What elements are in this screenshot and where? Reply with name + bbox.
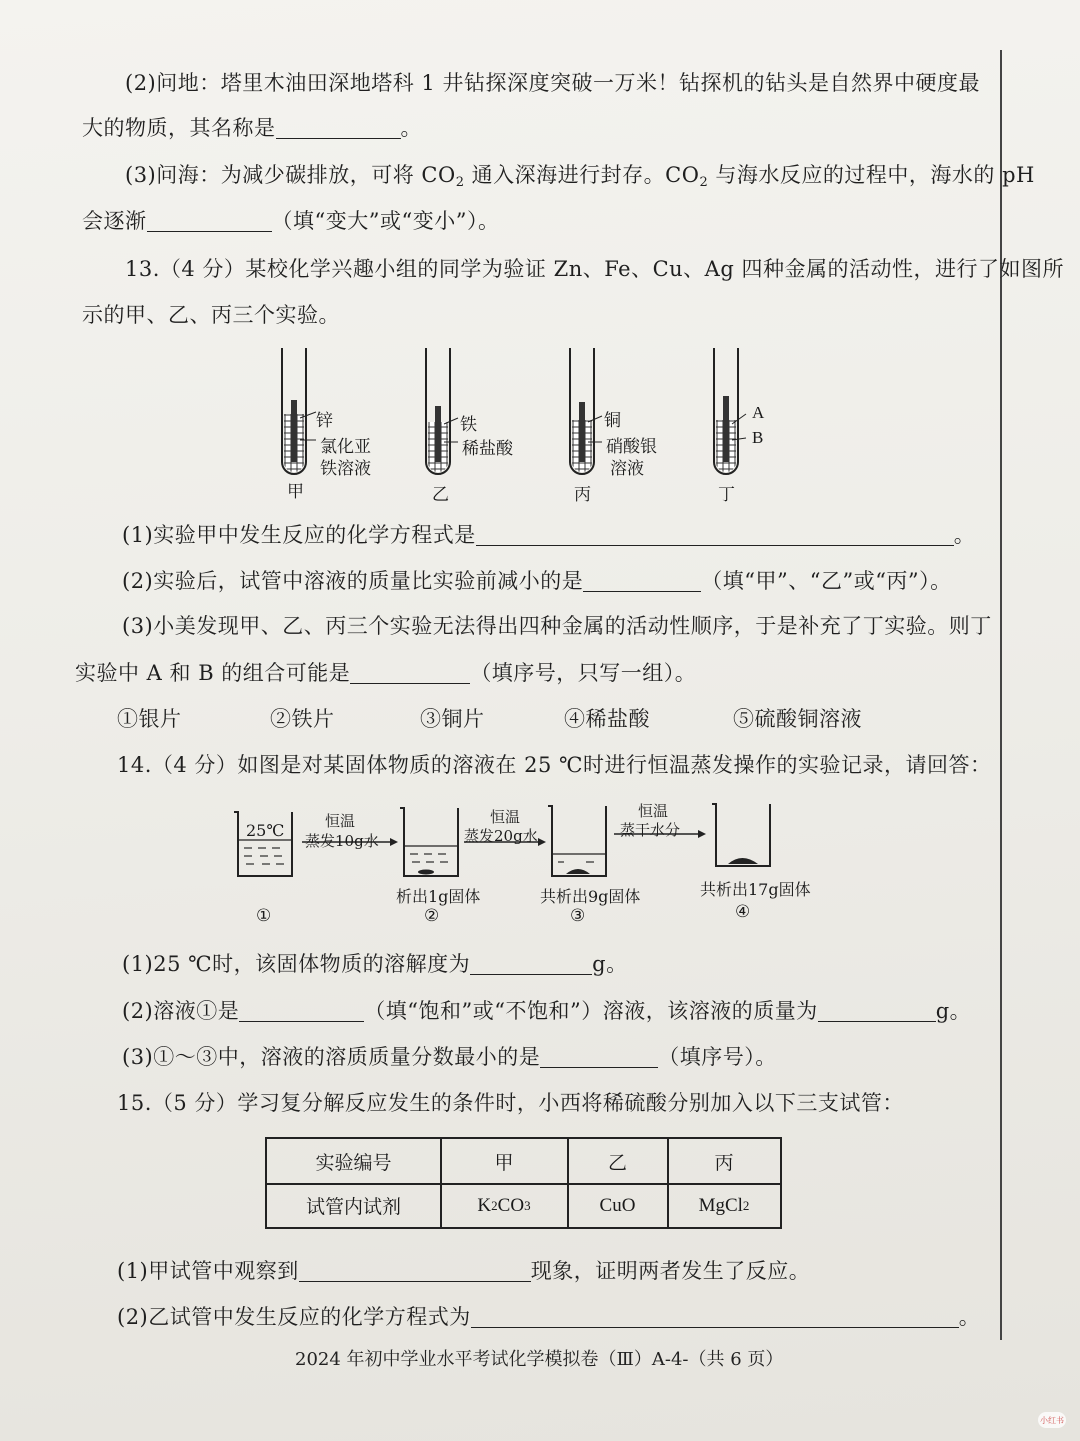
page-footer: 2024 年初中学业水平考试化学模拟卷（Ⅲ）A-4-（共 6 页） (295, 1349, 784, 1370)
table-row-label: 试管内试剂 (305, 1196, 401, 1218)
table-header-jia: 甲 (494, 1151, 514, 1174)
note-1: 析出1g固体 (396, 887, 481, 906)
q12-part2-line2: 大的物质，其名称是 。 (82, 116, 422, 140)
q14-sub1: (1)25 ℃时，该固体物质的溶解度为 g。 (122, 952, 628, 976)
q13-sub3-line2: 实验中 A 和 B 的组合可能是 （填序号，只写一组）。 (75, 661, 697, 685)
arrow2-top: 恒温 (490, 808, 521, 826)
table-header-bing: 丙 (714, 1151, 734, 1174)
table-cell-cuo: CuO (599, 1194, 636, 1216)
answer-blank[interactable] (147, 211, 272, 232)
q15-intro: 15.（5 分）学习复分解反应发生的条件时，小西将稀硫酸分别加入以下三支试管： (117, 1091, 904, 1115)
margin-rule (1000, 50, 1002, 1340)
answer-blank[interactable] (276, 118, 401, 139)
q13-intro-line2: 示的甲、乙、丙三个实验。 (82, 303, 340, 327)
tube-ding-label-b: B (752, 428, 764, 447)
arrow2-bottom: 蒸发20g水 (464, 827, 538, 845)
q15-sub1: (1)甲试管中观察到 现象，证明两者发生了反应。 (117, 1259, 811, 1283)
num-3: ③ (570, 906, 586, 926)
note-2: 共析出9g固体 (540, 887, 641, 906)
tube-yi-label1: 铁 (460, 415, 477, 435)
table-header-id: 实验编号 (315, 1151, 392, 1174)
table-header-yi: 乙 (607, 1151, 627, 1174)
tube-jia-label2: 氯化亚 (320, 437, 371, 457)
q13-sub3-line1: (3)小美发现甲、乙、丙三个实验无法得出四种金属的活动性顺序，于是补充了丁实验。则丁 (122, 614, 992, 638)
note-3: 共析出17g固体 (700, 880, 811, 899)
q13-option-5: ⑤硫酸铜溶液 (733, 707, 862, 731)
answer-blank[interactable] (476, 525, 954, 546)
watermark-stamp: 小红书 (1038, 1412, 1066, 1428)
tube-bing-label2: 硝酸银 (606, 437, 657, 457)
q13-option-2: ②铁片 (270, 707, 335, 731)
num-4: ④ (735, 902, 751, 922)
table-cell-mgcl2: MgCl 2 (698, 1194, 750, 1216)
answer-blank[interactable] (299, 1261, 531, 1282)
q12-part2-line1: (2)问地：塔里木油田深地塔科 1 井钻探深度突破一万米！钻探机的钻头是自然界中硬度最 (125, 71, 980, 95)
tube-yi-label2: 稀盐酸 (462, 439, 513, 459)
tube-jia-name: 甲 (287, 482, 304, 502)
reagent-table (265, 1137, 782, 1229)
q15-sub2: (2)乙试管中发生反应的化学方程式为 。 (117, 1305, 981, 1329)
tube-bing-label1: 铜 (604, 411, 621, 431)
q14-intro: 14.（4 分）如图是对某固体物质的溶液在 25 ℃时进行恒温蒸发操作的实验记录，请回答： (117, 753, 992, 777)
beaker1-temp: 25℃ (246, 821, 285, 840)
answer-blank[interactable] (470, 954, 592, 975)
tube-yi (426, 348, 458, 474)
num-1: ① (256, 906, 272, 926)
answer-blank[interactable] (350, 663, 470, 684)
q13-option-1: ①银片 (117, 707, 182, 731)
arrow1-bottom: 蒸发10g水 (305, 832, 379, 850)
tube-jia-label3: 铁溶液 (320, 459, 371, 479)
arrow3-bottom: 蒸干水分 (620, 821, 681, 839)
tube-bing-name: 丙 (574, 485, 591, 505)
q13-sub2: (2)实验后，试管中溶液的质量比实验前减小的是 （填“甲”、“乙”或“丙”）。 (122, 569, 952, 593)
q12-part3-line2: 会逐渐 （填“变大”或“变小”）。 (82, 209, 500, 233)
q14-sub3: (3)①～③中，溶液的溶质质量分数最小的是 （填序号）。 (122, 1045, 777, 1069)
num-2: ② (424, 906, 440, 926)
q13-option-3: ③铜片 (420, 707, 485, 731)
arrow3-top: 恒温 (638, 802, 669, 820)
tube-jia-label1: 锌 (316, 411, 333, 431)
answer-blank[interactable] (471, 1307, 959, 1328)
tube-yi-name: 乙 (432, 485, 449, 505)
answer-blank[interactable] (239, 1001, 364, 1022)
tube-bing-label3: 溶液 (610, 459, 644, 479)
tube-bing (570, 348, 602, 474)
tube-jia (282, 348, 316, 474)
q13-sub1: (1)实验甲中发生反应的化学方程式是 。 (122, 523, 976, 547)
answer-blank[interactable] (540, 1047, 658, 1068)
q12-part3-line1: (3)问海：为减少碳排放，可将 $CO_2$ 通入深海进行封存。$CO_2$ 与海水反应的过程中，海水的 pH (125, 163, 1035, 190)
q13-option-4: ④稀盐酸 (564, 707, 650, 731)
tube-ding-label-a: A (752, 403, 765, 422)
beaker-2 (400, 808, 458, 876)
q13-intro-line1: 13.（4 分）某校化学兴趣小组的同学为验证 Zn、Fe、Cu、Ag 四种金属的活动性，进行了如图所 (125, 257, 1064, 281)
tube-ding (714, 348, 746, 474)
beaker-4 (712, 804, 770, 866)
q14-sub2: (2)溶液①是 （填“饱和”或“不饱和”）溶液，该溶液的质量为 g。 (122, 999, 972, 1023)
answer-blank[interactable] (818, 1001, 936, 1022)
beaker-3 (548, 806, 606, 876)
table-cell-k2co3: K 2 CO 3 (477, 1194, 531, 1216)
arrow1-top: 恒温 (325, 812, 356, 830)
tube-ding-name: 丁 (718, 485, 735, 505)
answer-blank[interactable] (583, 571, 701, 592)
